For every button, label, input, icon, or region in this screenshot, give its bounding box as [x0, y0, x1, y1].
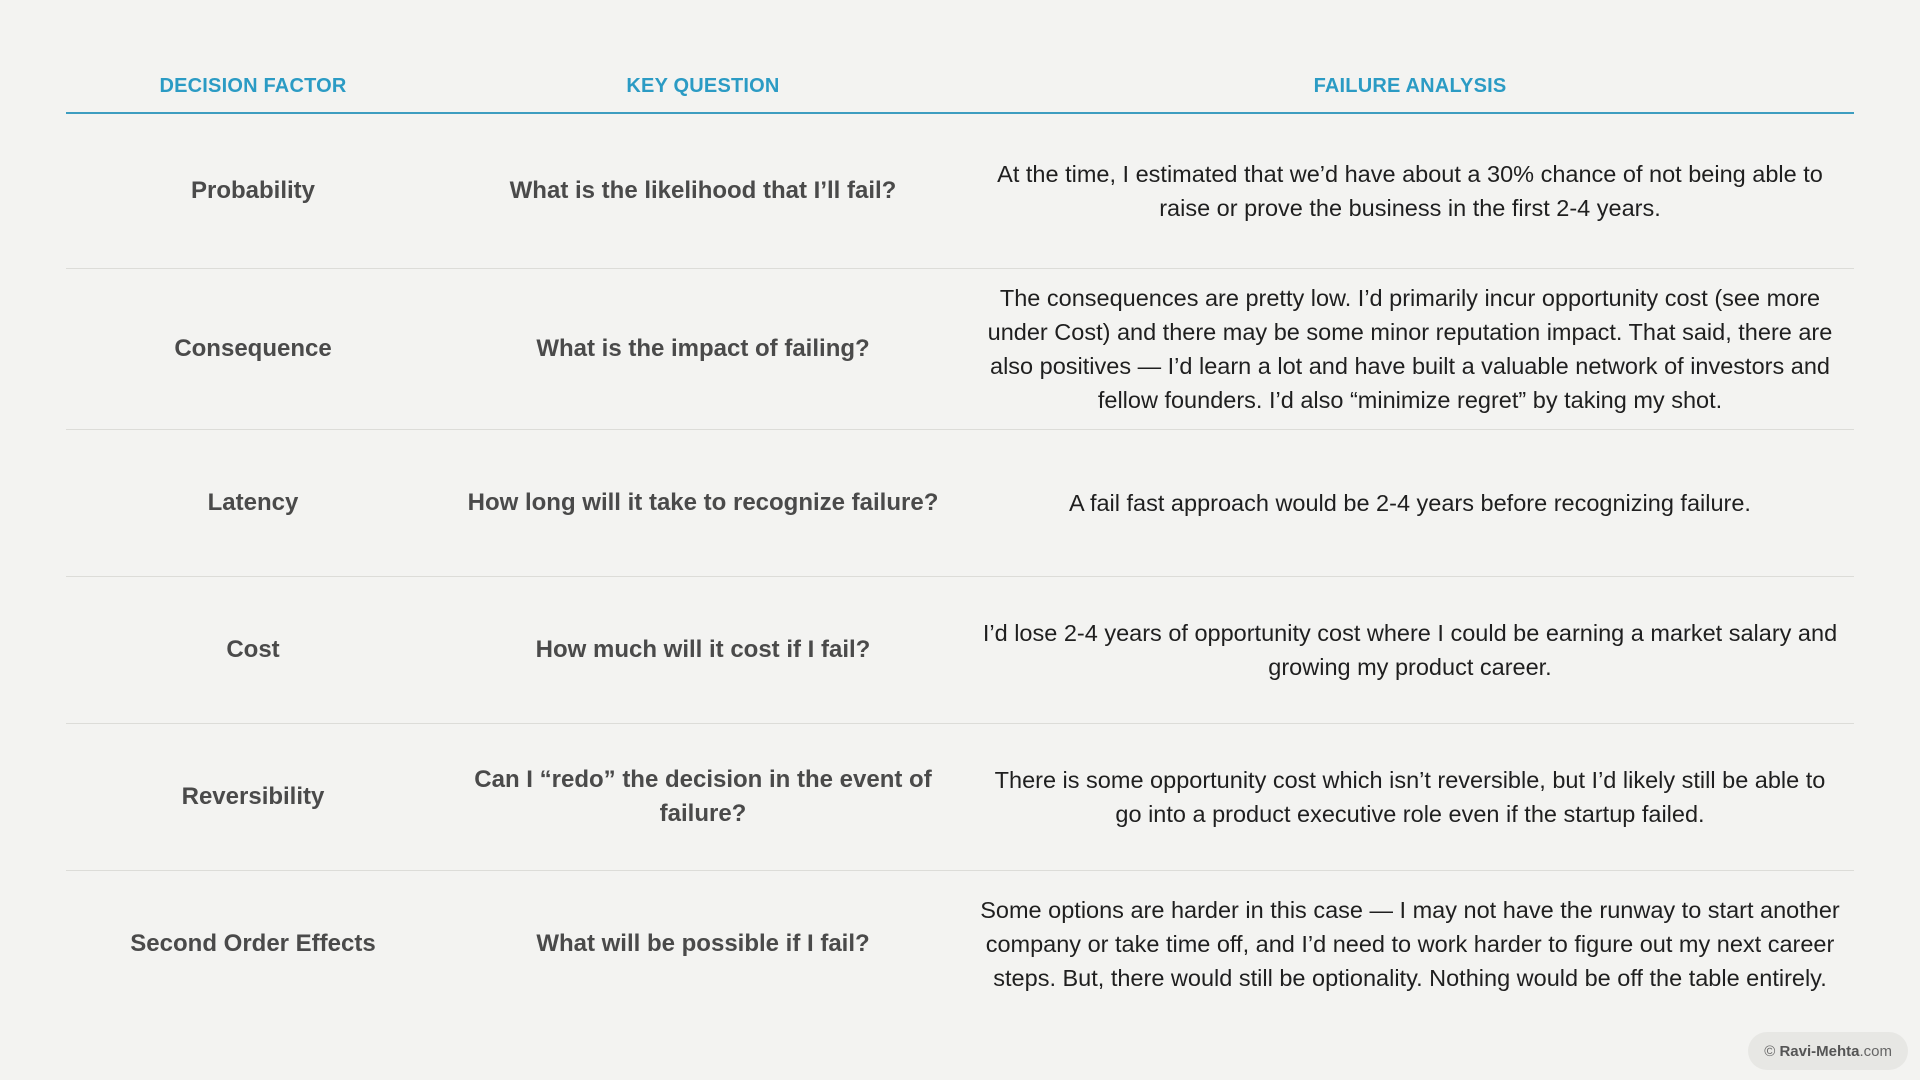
- watermark-brand: Ravi-Mehta: [1779, 1042, 1860, 1060]
- row-factor: Consequence: [174, 335, 332, 362]
- row-analysis: The consequences are pretty low. I’d primarily incur opportunity cost (see more under Cost) and there may be some minor reputation impact. That said, there are also positives — I’d learn a lot and have built a valuable network of investors and fellow founders. I’d also “minimize regret” by taking my shot.: [987, 285, 1833, 413]
- row-question: What will be possible if I fail?: [536, 930, 870, 957]
- row-factor: Cost: [226, 636, 280, 663]
- row-question: What is the likelihood that I’ll fail?: [509, 177, 897, 204]
- copyright-symbol: ©: [1764, 1042, 1776, 1060]
- table-row: [66, 724, 1854, 871]
- row-factor: Probability: [190, 177, 316, 204]
- row-analysis: A fail fast approach would be 2-4 years before recognizing failure.: [1069, 490, 1751, 516]
- decision-table: [66, 60, 1854, 1017]
- row-factor: Second Order Effects: [130, 930, 376, 957]
- table-row: [66, 577, 1854, 724]
- header-failure-analysis: FAILURE ANALYSIS: [1313, 74, 1507, 97]
- row-analysis: At the time, I estimated that we’d have about a 30% chance of not being able to raise or prove the business in the first 2-4 years.: [997, 161, 1823, 221]
- table-row: [66, 430, 1854, 577]
- table-row: [66, 114, 1854, 269]
- header-key-question: KEY QUESTION: [626, 74, 780, 97]
- row-analysis: Some options are harder in this case — I may not have the runway to start another company or take time off, and I’d need to work harder to figure out my next career steps. But, there would still be optionality. Nothing would be off the table entirely.: [980, 897, 1840, 991]
- row-question: What is the impact of failing?: [536, 335, 870, 362]
- copyright-watermark: [1748, 1032, 1908, 1070]
- row-analysis: There is some opportunity cost which isn’t reversible, but I’d likely still be able to go into a product executive role even if the startup failed.: [994, 767, 1826, 827]
- row-factor: Latency: [207, 489, 299, 516]
- header-decision-factor: DECISION FACTOR: [159, 74, 347, 97]
- table-header: [66, 60, 1854, 114]
- row-question: How much will it cost if I fail?: [535, 636, 871, 663]
- watermark-domain: .com: [1859, 1042, 1892, 1060]
- row-question: How long will it take to recognize failure?: [467, 489, 939, 516]
- row-analysis: I’d lose 2-4 years of opportunity cost where I could be earning a market salary and growing my product career.: [982, 620, 1838, 680]
- table-row: [66, 269, 1854, 430]
- row-factor: Reversibility: [181, 783, 325, 810]
- row-question: Can I “redo” the decision in the event of failure?: [474, 766, 932, 827]
- table-row: [66, 871, 1854, 1017]
